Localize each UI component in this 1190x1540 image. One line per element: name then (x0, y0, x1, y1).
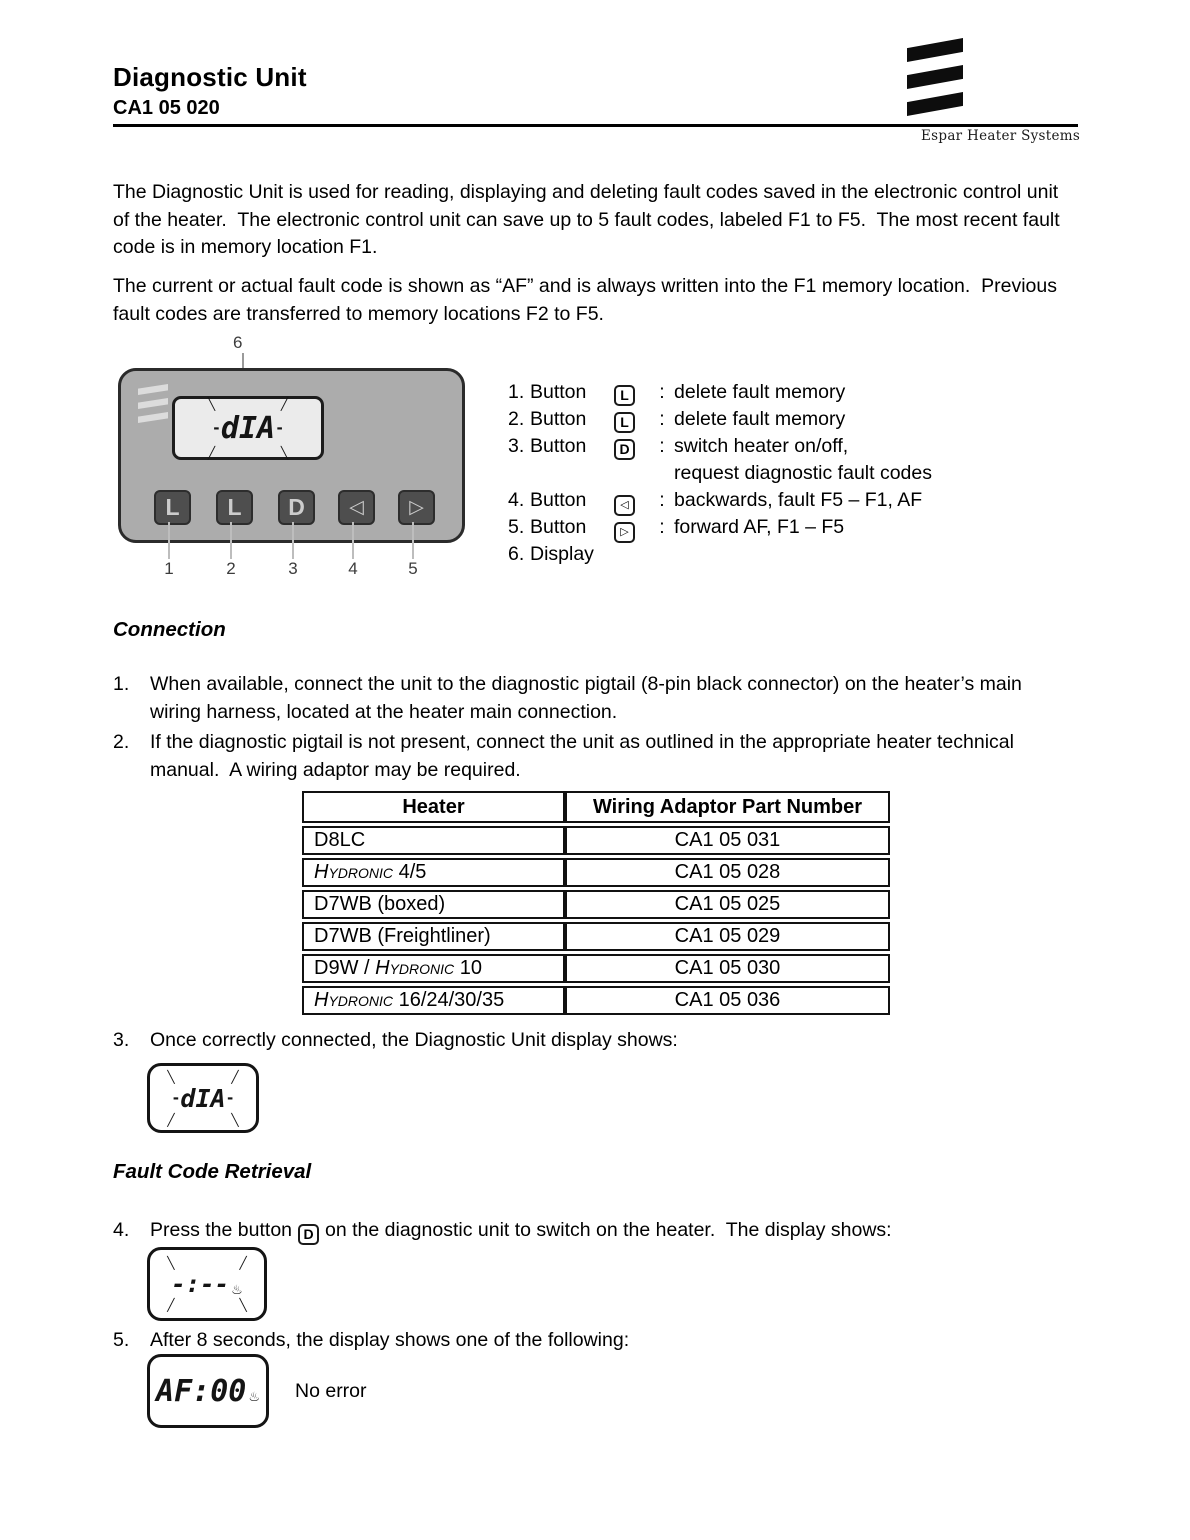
item-number: 1. (113, 673, 130, 695)
callout-line (168, 522, 170, 559)
button-l-icon: L (614, 412, 635, 433)
table-header-row (302, 791, 890, 823)
device-display (172, 396, 324, 460)
blink-dash: - (211, 419, 221, 437)
item-number: 2. (113, 731, 130, 753)
part-number-cell: CA1 05 025 (565, 890, 890, 919)
list-item (113, 729, 1078, 784)
legend-colon: : (659, 435, 665, 457)
device-button-l1[interactable]: L (154, 490, 191, 525)
legend-item (508, 406, 932, 433)
part-number-cell: CA1 05 029 (565, 922, 890, 951)
device-button-d[interactable]: D (278, 490, 315, 525)
callout-6: 6 (233, 333, 243, 352)
item-text: Once correctly connected, the Diagnostic Unit display shows: (150, 1029, 678, 1051)
button-back-icon: ◁ (614, 495, 635, 516)
blink-tick-icon: ╱ (231, 1069, 239, 1084)
heater-name: D7WB (Freightliner) (314, 925, 491, 947)
callout-2: 2 (226, 559, 236, 578)
list-item (113, 1027, 1078, 1055)
blink-tick-icon: ╲ (167, 1069, 175, 1084)
item-text: If the diagnostic pigtail is not present, connect the unit as outlined in the appropriate heater technical manual. A wiring adaptor may be required. (150, 731, 1014, 781)
heater-name: D7WB (boxed) (314, 893, 446, 915)
diagnostic-unit-device (118, 368, 465, 543)
item-number: 3. (113, 1029, 130, 1051)
fault-code-retrieval-heading: Fault Code Retrieval (113, 1160, 312, 1183)
callout-line (412, 522, 414, 559)
blink-dash: - (171, 1089, 181, 1107)
intro-paragraph-1: The Diagnostic Unit is used for reading, displaying and deleting fault codes saved in the electronic control unit of the heater. The electronic control unit can save up to 5 fault codes, labeled F1 to F5. The most recent fault code is in memory location F1. (113, 181, 1060, 258)
legend-item (508, 541, 932, 568)
part-number-cell: CA1 05 036 (565, 986, 890, 1015)
table-row (302, 954, 890, 983)
heat-wave-icon: ♨ (231, 1282, 243, 1297)
logo-stripe (138, 412, 168, 423)
item-text-pre: Press the button (150, 1219, 293, 1241)
logo-stripe (138, 384, 168, 395)
item-text-post: on the diagnostic unit to switch on the heater. The display shows: (325, 1219, 892, 1241)
device-button-back-icon[interactable]: ◁ (338, 490, 375, 525)
legend-label: Display (530, 543, 594, 565)
button-l-icon: L (614, 385, 635, 406)
legend-label: Button (530, 381, 587, 403)
legend-desc: switch heater on/off, (674, 435, 849, 457)
list-item (113, 1327, 1078, 1355)
page-title: Diagnostic Unit (113, 62, 307, 92)
legend-colon: : (659, 408, 665, 430)
no-error-label: No error (295, 1379, 367, 1402)
display-snapshot-dashes (147, 1247, 267, 1321)
display-snapshot-af00 (147, 1354, 269, 1428)
heater-name-suffix: 10 (454, 957, 482, 979)
legend-label: Button (530, 516, 587, 538)
table-row (302, 986, 890, 1015)
logo-stripe (907, 92, 963, 116)
wiring-adaptor-table (302, 788, 890, 1018)
button-d-icon: D (298, 1224, 319, 1245)
blink-dash: - (225, 1089, 235, 1107)
callout-line (352, 522, 354, 559)
item-text: After 8 seconds, the display shows one of the following: (150, 1329, 630, 1351)
legend-item (508, 379, 932, 406)
part-number-cell: CA1 05 031 (565, 826, 890, 855)
part-number-cell: CA1 05 030 (565, 954, 890, 983)
blinking-display-text (207, 396, 289, 460)
legend-label: Button (530, 408, 587, 430)
button-d-icon: D (614, 439, 635, 460)
display-text: dIA (180, 1083, 226, 1113)
legend-desc: delete fault memory (674, 381, 846, 403)
blinking-display-text (167, 1256, 247, 1312)
logo-stripe (907, 38, 963, 62)
heat-wave-icon: ♨ (248, 1389, 260, 1404)
button-forward-icon: ▷ (614, 522, 635, 543)
display-snapshot-dia (147, 1063, 259, 1133)
legend-num: 1. (508, 381, 525, 403)
table-row (302, 826, 890, 855)
callout-4: 4 (348, 559, 358, 578)
button-legend (508, 379, 932, 568)
legend-desc: backwards, fault F5 – F1, AF (674, 489, 923, 511)
heater-name-suffix: 16/24/30/35 (393, 989, 505, 1011)
callout-1: 1 (164, 559, 174, 578)
blink-tick-icon: ╱ (167, 1298, 175, 1312)
heater-name: D9W / (314, 957, 376, 979)
connection-heading: Connection (113, 618, 226, 641)
col-header-part-number: Wiring Adaptor Part Number (565, 791, 890, 823)
legend-colon: : (659, 381, 665, 403)
legend-label: Button (530, 435, 587, 457)
blink-tick-icon: ╱ (167, 1112, 175, 1127)
blink-tick-icon: ╱ (239, 1256, 247, 1270)
callout-5: 5 (408, 559, 418, 578)
heater-name-smallcaps: Hydronic (314, 989, 394, 1011)
logo-stripe (138, 398, 168, 409)
legend-item (508, 487, 932, 514)
item-number: 5. (113, 1329, 130, 1351)
part-number-cell: CA1 05 028 (565, 858, 890, 887)
legend-item (508, 514, 932, 541)
legend-label: Button (530, 489, 587, 511)
blink-tick-icon: ╲ (239, 1298, 247, 1312)
espar-logo-icon (138, 384, 172, 426)
legend-num: 6. (508, 543, 525, 565)
heater-name-suffix: 4/5 (393, 861, 427, 883)
header-rule (113, 124, 1078, 127)
legend-desc: delete fault memory (674, 408, 846, 430)
table-row (302, 890, 890, 919)
blink-tick-icon: ╲ (231, 1112, 239, 1127)
display-text: AF:00 (156, 1373, 247, 1409)
item-number: 4. (113, 1219, 130, 1241)
blink-tick-icon: ╱ (207, 445, 216, 460)
blink-tick-icon: ╲ (280, 445, 289, 460)
device-figure (113, 335, 1078, 587)
blinking-display-text (167, 1069, 239, 1127)
col-header-heater: Heater (302, 791, 565, 823)
callout-3: 3 (288, 559, 298, 578)
legend-colon: : (659, 489, 665, 511)
legend-num: 4. (508, 489, 525, 511)
logo-caption: Espar Heater Systems (921, 128, 1081, 144)
legend-colon: : (659, 516, 665, 538)
blink-tick-icon: ╲ (207, 396, 216, 411)
legend-desc-line2: request diagnostic fault codes (674, 462, 932, 484)
table-row (302, 858, 890, 887)
legend-num: 5. (508, 516, 525, 538)
heater-name-smallcaps: Hydronic (375, 957, 455, 979)
table-row (302, 922, 890, 951)
blink-tick-icon: ╱ (280, 396, 289, 411)
device-button-l2[interactable]: L (216, 490, 253, 525)
legend-item (508, 433, 932, 487)
blink-tick-icon: ╲ (167, 1256, 175, 1270)
no-error-row (147, 1354, 367, 1428)
callout-line (292, 522, 294, 559)
display-text: dIA (220, 410, 276, 446)
espar-logo-icon (903, 38, 967, 120)
heater-name-smallcaps: Hydronic (314, 861, 394, 883)
list-item (113, 671, 1078, 726)
legend-desc: forward AF, F1 – F5 (674, 516, 845, 538)
heater-name: D8LC (314, 829, 366, 851)
item-text: When available, connect the unit to the diagnostic pigtail (8-pin black connector) on the heater’s main wiring harness, located at the heater main connection. (150, 673, 1022, 723)
legend-num: 3. (508, 435, 525, 457)
callout-line (230, 522, 232, 559)
blink-dash: - (275, 419, 285, 437)
device-button-forward-icon[interactable]: ▷ (398, 490, 435, 525)
list-item (113, 1217, 1078, 1245)
connection-list (113, 671, 1078, 787)
display-text: -:-- (171, 1270, 230, 1298)
legend-num: 2. (508, 408, 525, 430)
logo-stripe (907, 65, 963, 89)
part-number: CA1 05 020 (113, 97, 220, 119)
item-text (150, 1217, 1078, 1245)
intro-paragraph-2: The current or actual fault code is shown as “AF” and is always written into the F1 memory location. Previous fault codes are transferred to memory locations F2 to F5. (113, 275, 1057, 325)
